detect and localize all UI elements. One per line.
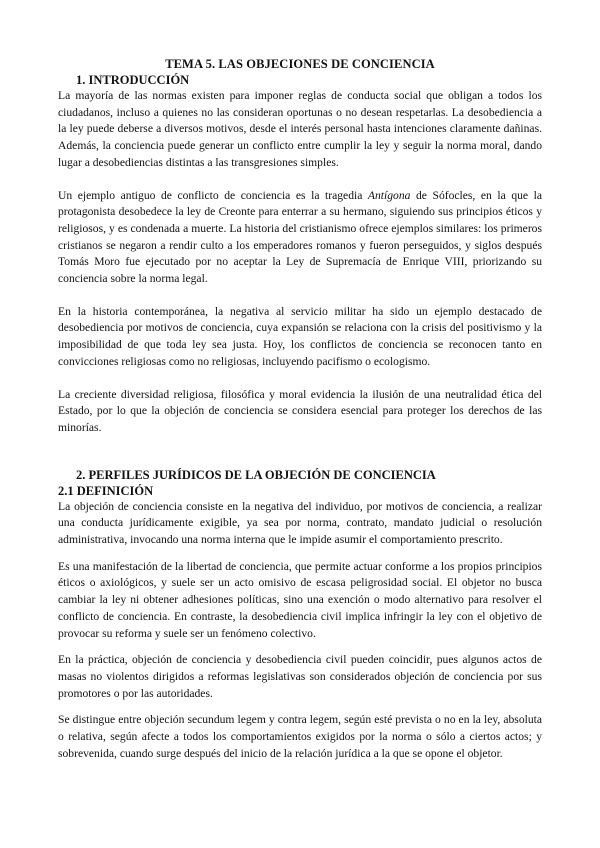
section-heading-introduccion: 1. INTRODUCCIÓN bbox=[76, 73, 190, 87]
antigona-text-before: Un ejemplo antiguo de conflicto de conciencia es la tragedia bbox=[58, 188, 368, 202]
paragraph-diversidad: La creciente diversidad religiosa, filosófica y moral evidencia la ilusión de una neutralidad ética del Estado, por lo que la objeción de conciencia se considera esencial para proteger los derechos de las minorías. bbox=[58, 387, 542, 434]
document-page bbox=[58, 56, 542, 763]
antigona-text-after: de Sófocles, en la que la protagonista desobedece la ley de Creonte para enterrar a su hermano, siguiendo sus principios éticos y religiosos, y es condenada a muerte. La historia del cristianismo ofrece ejemplos similares: los primeros cristianos se negaron a rendir culto a los emperadores romanos y fueron perseguidos, y siglos después Tomás Moro fue ejecutado por no aceptar la Ley de Supremacía de Enrique VIII, priorizando su conciencia sobre la norma legal. bbox=[58, 188, 542, 286]
paragraph-normas: La mayoría de las normas existen para imponer reglas de conducta social que obligan a todos los ciudadanos, incluso a quienes no las consideran oportunas o no desean respetarlas. La desobediencia a la ley puede deberse a diversos motivos, desde el interés personal hasta intenciones claramente dañinas. Además, la conciencia puede generar un conflicto entre cumplir la ley y seguir la norma moral, dando lugar a desobediencias distintas a las transgresiones simples. bbox=[58, 89, 542, 169]
paragraph-historia-contemporanea: En la historia contemporánea, la negativa al servicio militar ha sido un ejemplo destacado de desobediencia por motivos de conciencia, cuya expansión se relaciona con la crisis del positivismo y la imposibilidad de que toda ley sea justa. Hoy, los conflictos de conciencia se reconocen tanto en convicciones religiosas como no religiosas, incluyendo pacifismo o ecologismo. bbox=[58, 304, 542, 368]
subsection-heading-definicion: 2.1 DEFINICIÓN bbox=[58, 483, 154, 498]
paragraph-definicion: La objeción de conciencia consiste en la negativa del individuo, por motivos de conciencia, a realizar una conducta jurídicamente exigible, ya sea por norma, contrato, mandato judicial o resolución administrativa, invocando una norma interna que le impide asumir el comportamiento prescrito. bbox=[58, 499, 542, 547]
section-heading-perfiles-juridicos: 2. PERFILES JURÍDICOS DE LA OBJECIÓN DE CONCIENCIA bbox=[76, 467, 436, 482]
antigona-work-title: Antígona bbox=[367, 188, 411, 202]
paragraph-tipos-objecion: Se distingue entre objeción secundum legem y contra legem, según esté prevista o no en la ley, absoluta o relativa, según afecte a todos los comportamientos exigidos por la norma o sólo a ciertos actos; y sobrevenida, cuando surge después del inicio de la relación jurídica a la que se opone el objetor. bbox=[58, 713, 542, 760]
paragraph-antigona bbox=[58, 188, 542, 288]
paragraph-libertad-conciencia: Es una manifestación de la libertad de conciencia, que permite actuar conforme a los propios principios éticos o axiológicos, y suele ser un acto omisivo de escasa peligrosidad social. El objetor no busca cambiar la ley ni obtener adhesiones políticas, sino una exención o modo alternativo para resolver el conflicto de conciencia. En contraste, la desobediencia civil implica infringir la ley con el objetivo de provocar su reforma y suele ser un fenómeno colectivo. bbox=[58, 559, 542, 640]
document-title: TEMA 5. LAS OBJECIONES DE CONCIENCIA bbox=[165, 57, 435, 71]
paragraph-practica: En la práctica, objeción de conciencia y desobediencia civil pueden coincidir, pues algunos actos de masas no violentos dirigidos a reformas legislativas son considerados objeción de conciencia por sus promotores o por las autoridades. bbox=[58, 653, 542, 700]
